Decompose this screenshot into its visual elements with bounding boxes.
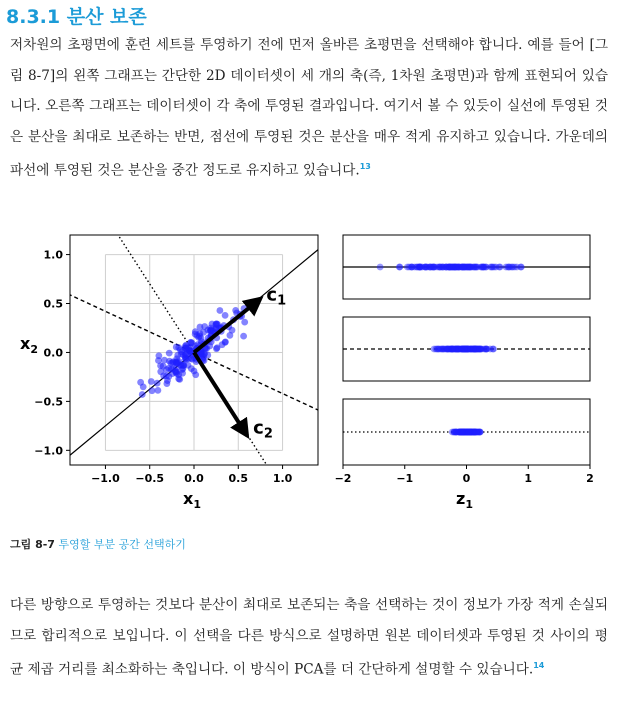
data-point xyxy=(185,345,192,352)
z-tick-label: −1 xyxy=(396,472,414,485)
figure-8-7 xyxy=(0,222,618,522)
paragraph-2-text: 다른 방향으로 투영하는 것보다 분산이 최대로 보존되는 축을 선택하는 것이 정보가 가장 적게 손실되므로 합리적으로 보입니다. 이 선택을 다른 방식으로 설명하면 원본 데이터셋과 투영된 것 사이의 평균 제곱 거리를 최소화하는 축입니다. 이 방식이 PCA를 더 간단하게 설명할 수 있습니다. xyxy=(10,597,608,678)
projected-point xyxy=(448,264,455,271)
figure-caption xyxy=(10,536,186,552)
y-tick-label: −1.0 xyxy=(34,444,63,458)
data-point xyxy=(213,320,220,327)
footnote-13[interactable]: 13 xyxy=(359,162,371,171)
projected-point xyxy=(506,264,513,271)
x-tick-label: 0.0 xyxy=(184,472,204,485)
projected-point xyxy=(460,346,467,353)
y-tick-label: 0.5 xyxy=(43,297,63,311)
projected-point xyxy=(404,264,411,271)
projected-point xyxy=(426,264,433,271)
data-point xyxy=(155,387,162,394)
projected-point xyxy=(452,346,459,353)
right-xlabel: $z_1$ xyxy=(456,489,473,511)
y-tick-label: −0.5 xyxy=(34,395,63,409)
arrow-label-c2: $c_2$ xyxy=(253,417,273,442)
data-point xyxy=(197,324,204,331)
projected-point xyxy=(513,264,520,271)
footnote-14[interactable]: 14 xyxy=(533,661,545,670)
projected-point xyxy=(472,429,479,436)
z-tick-label: 2 xyxy=(586,472,594,485)
projected-point xyxy=(459,429,466,436)
projected-point xyxy=(460,264,467,271)
paragraph-2 xyxy=(10,590,608,685)
left-points xyxy=(137,305,248,398)
caption-text: 투영할 부분 공간 선택하기 xyxy=(58,538,186,551)
z-tick-label: 1 xyxy=(524,472,533,485)
left-ylabel: $x_2$ xyxy=(20,334,38,356)
data-point xyxy=(166,350,173,357)
projected-point xyxy=(396,264,403,271)
data-point xyxy=(148,378,155,385)
right-plot-dashed xyxy=(343,317,590,381)
left-arrows xyxy=(194,285,286,442)
data-point xyxy=(137,379,144,386)
right-ticks xyxy=(335,465,594,485)
data-point xyxy=(149,387,156,394)
arrow-label-c1: $c_1$ xyxy=(266,284,287,309)
data-point xyxy=(178,351,185,358)
section-heading xyxy=(6,2,147,29)
x-tick-label: −1.0 xyxy=(91,472,120,485)
data-point xyxy=(241,319,248,326)
projected-point xyxy=(436,264,443,271)
data-point xyxy=(154,380,161,387)
x-tick-label: 0.5 xyxy=(228,472,249,485)
paragraph-1 xyxy=(10,30,608,186)
projected-point xyxy=(465,429,472,436)
projected-point xyxy=(483,346,490,353)
data-point xyxy=(216,307,223,314)
data-point xyxy=(191,368,198,375)
x-tick-label: 1.0 xyxy=(272,472,293,485)
projected-point xyxy=(482,264,489,271)
data-point xyxy=(198,335,205,342)
projected-point xyxy=(470,346,477,353)
right-plot-solid xyxy=(343,235,590,299)
projected-point xyxy=(377,264,384,271)
data-point xyxy=(222,312,229,319)
x-tick-label: −0.5 xyxy=(135,472,165,485)
data-point xyxy=(175,371,182,378)
z-tick-label: 0 xyxy=(462,472,471,485)
projected-point xyxy=(467,264,474,271)
y-tick-label: 0.0 xyxy=(43,346,63,360)
data-point xyxy=(240,333,247,340)
data-point xyxy=(214,344,221,351)
data-point xyxy=(163,380,170,387)
right-plots xyxy=(335,235,594,485)
paragraph-1-text: 저차원의 초평면에 훈련 세트를 투영하기 전에 먼저 올바른 초평면을 선택해야 합니다. 예를 들어 [그림 8-7]의 왼쪽 그래프는 간단한 2D 데이터셋이 세 개의 축(즉, 1차원 초평면)과 함께 표현되어 있습니다. 오른쪽 그래프는 데이터셋이 각 축에 투영된 결과입니다. 여기서 볼 수 있듯이 실선에 투영된 것은 분산을 최대로 보존하는 반면, 점선에 투영된 것은 분산을 매우 적게 유지하고 있습니다. 가운데의 파선에 투영된 것은 분산을 중간 정도로 유지하고 있습니다. xyxy=(10,37,608,179)
left-xlabel: $x_1$ xyxy=(183,489,201,511)
section-title: 분산 보존 xyxy=(66,6,147,28)
projected-point xyxy=(489,346,496,353)
data-point xyxy=(227,332,234,339)
data-point xyxy=(169,366,176,373)
z-tick-label: −2 xyxy=(334,472,352,485)
data-point xyxy=(176,358,183,365)
projected-point xyxy=(474,264,481,271)
right-plot-dotted xyxy=(343,399,590,465)
projected-point xyxy=(445,346,452,353)
caption-label: 그림 8-7 xyxy=(10,538,55,551)
section-number: 8.3.1 xyxy=(6,6,61,28)
data-point xyxy=(139,391,146,398)
data-point xyxy=(222,338,229,345)
projected-point xyxy=(493,264,500,271)
y-tick-label: 1.0 xyxy=(43,248,63,262)
